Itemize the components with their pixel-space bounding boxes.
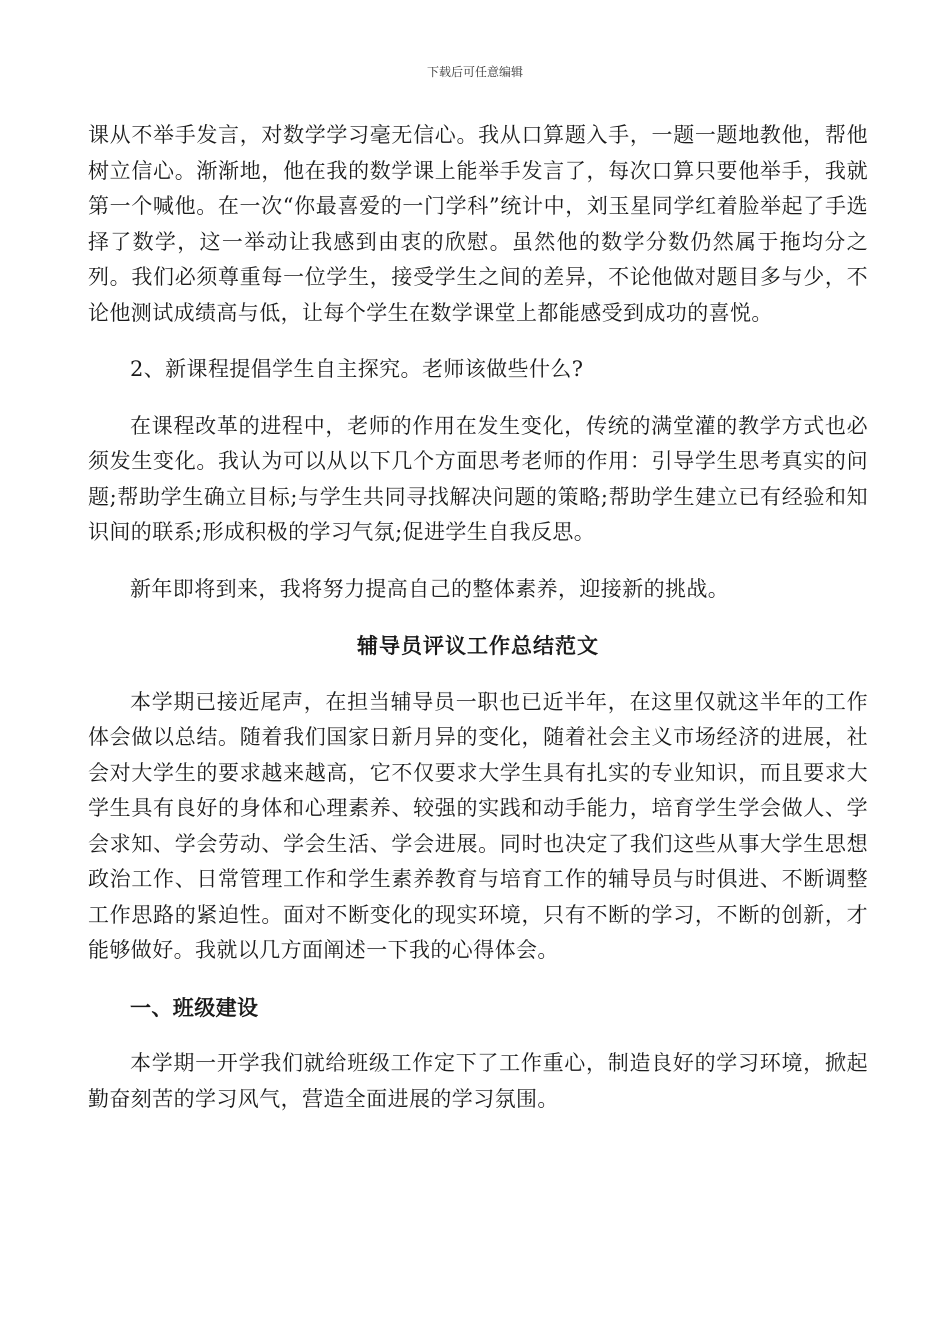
paragraph-intro: 本学期已接近尾声，在担当辅导员一职也已近半年，在这里仅就这半年的工作体会做以总结。随着我们国家日新月异的变化，随着社会主义市场经济的进展，社会对大学生的要求越来越高，它不仅要求大学生具有扎实的专业知识，而且要求大学生具有良好的身体和心理素养、较强的实践和动手能力，培育学生学会做人、学会求知、学会劳动、学会生活、学会进展。同时也决定了我们这些从事大学生思想政治工作、日常管理工作和学生素养教育与培育工作的辅导员与时俱进、不断调整工作思路的紧迫性。面对不断变化的现实环境，只有不断的学习，不断的创新，才能够做好。我就以几方面阐述一下我的心得体会。 bbox=[88, 689, 868, 962]
paragraph-new-year: 新年即将到来，我将努力提高自己的整体素养，迎接新的挑战。 bbox=[130, 576, 730, 601]
document-body bbox=[88, 118, 868, 1138]
paragraph-continuation: 课从不举手发言，对数学学习毫无信心。我从口算题入手，一题一题地教他，帮他树立信心。渐渐地，他在我的数学课上能举手发言了，每次口算只要他举手，我就第一个喊他。在一次“你最喜爱的一门学科”统计中，刘玉星同学红着脸举起了手选择了数学，这一举动让我感到由衷的欣慰。虽然他的数学分数仍然属于拖均分之列。我们必须尊重每一位学生，接受学生之间的差异，不论他做对题目多与少，不论他测试成绩高与低，让每个学生在数学课堂上都能感受到成功的喜悦。 bbox=[88, 123, 868, 325]
section-heading-class-building: 一、班级建设 bbox=[130, 994, 259, 1020]
numbered-point-2: 2、新课程提倡学生自主探究。老师该做些什么? bbox=[130, 357, 584, 381]
header-note: 下载后可任意编辑 bbox=[426, 65, 523, 79]
paragraph-class-building: 本学期一开学我们就给班级工作定下了工作重心，制造良好的学习环境，掀起勤奋刻苦的学习风气，营造全面进展的学习氛围。 bbox=[88, 1051, 868, 1111]
article-title: 辅导员评议工作总结范文 bbox=[357, 633, 599, 658]
paragraph-teacher-role: 在课程改革的进程中，老师的作用在发生变化，传统的满堂灌的教学方式也必须发生变化。我认为可以从以下几个方面思考老师的作用：引导学生思考真实的问题;帮助学生确立目标;与学生共同寻找解决问题的策略;帮助学生建立已有经验和知识间的联系;形成积极的学习气氛;促进学生自我反思。 bbox=[88, 413, 868, 544]
